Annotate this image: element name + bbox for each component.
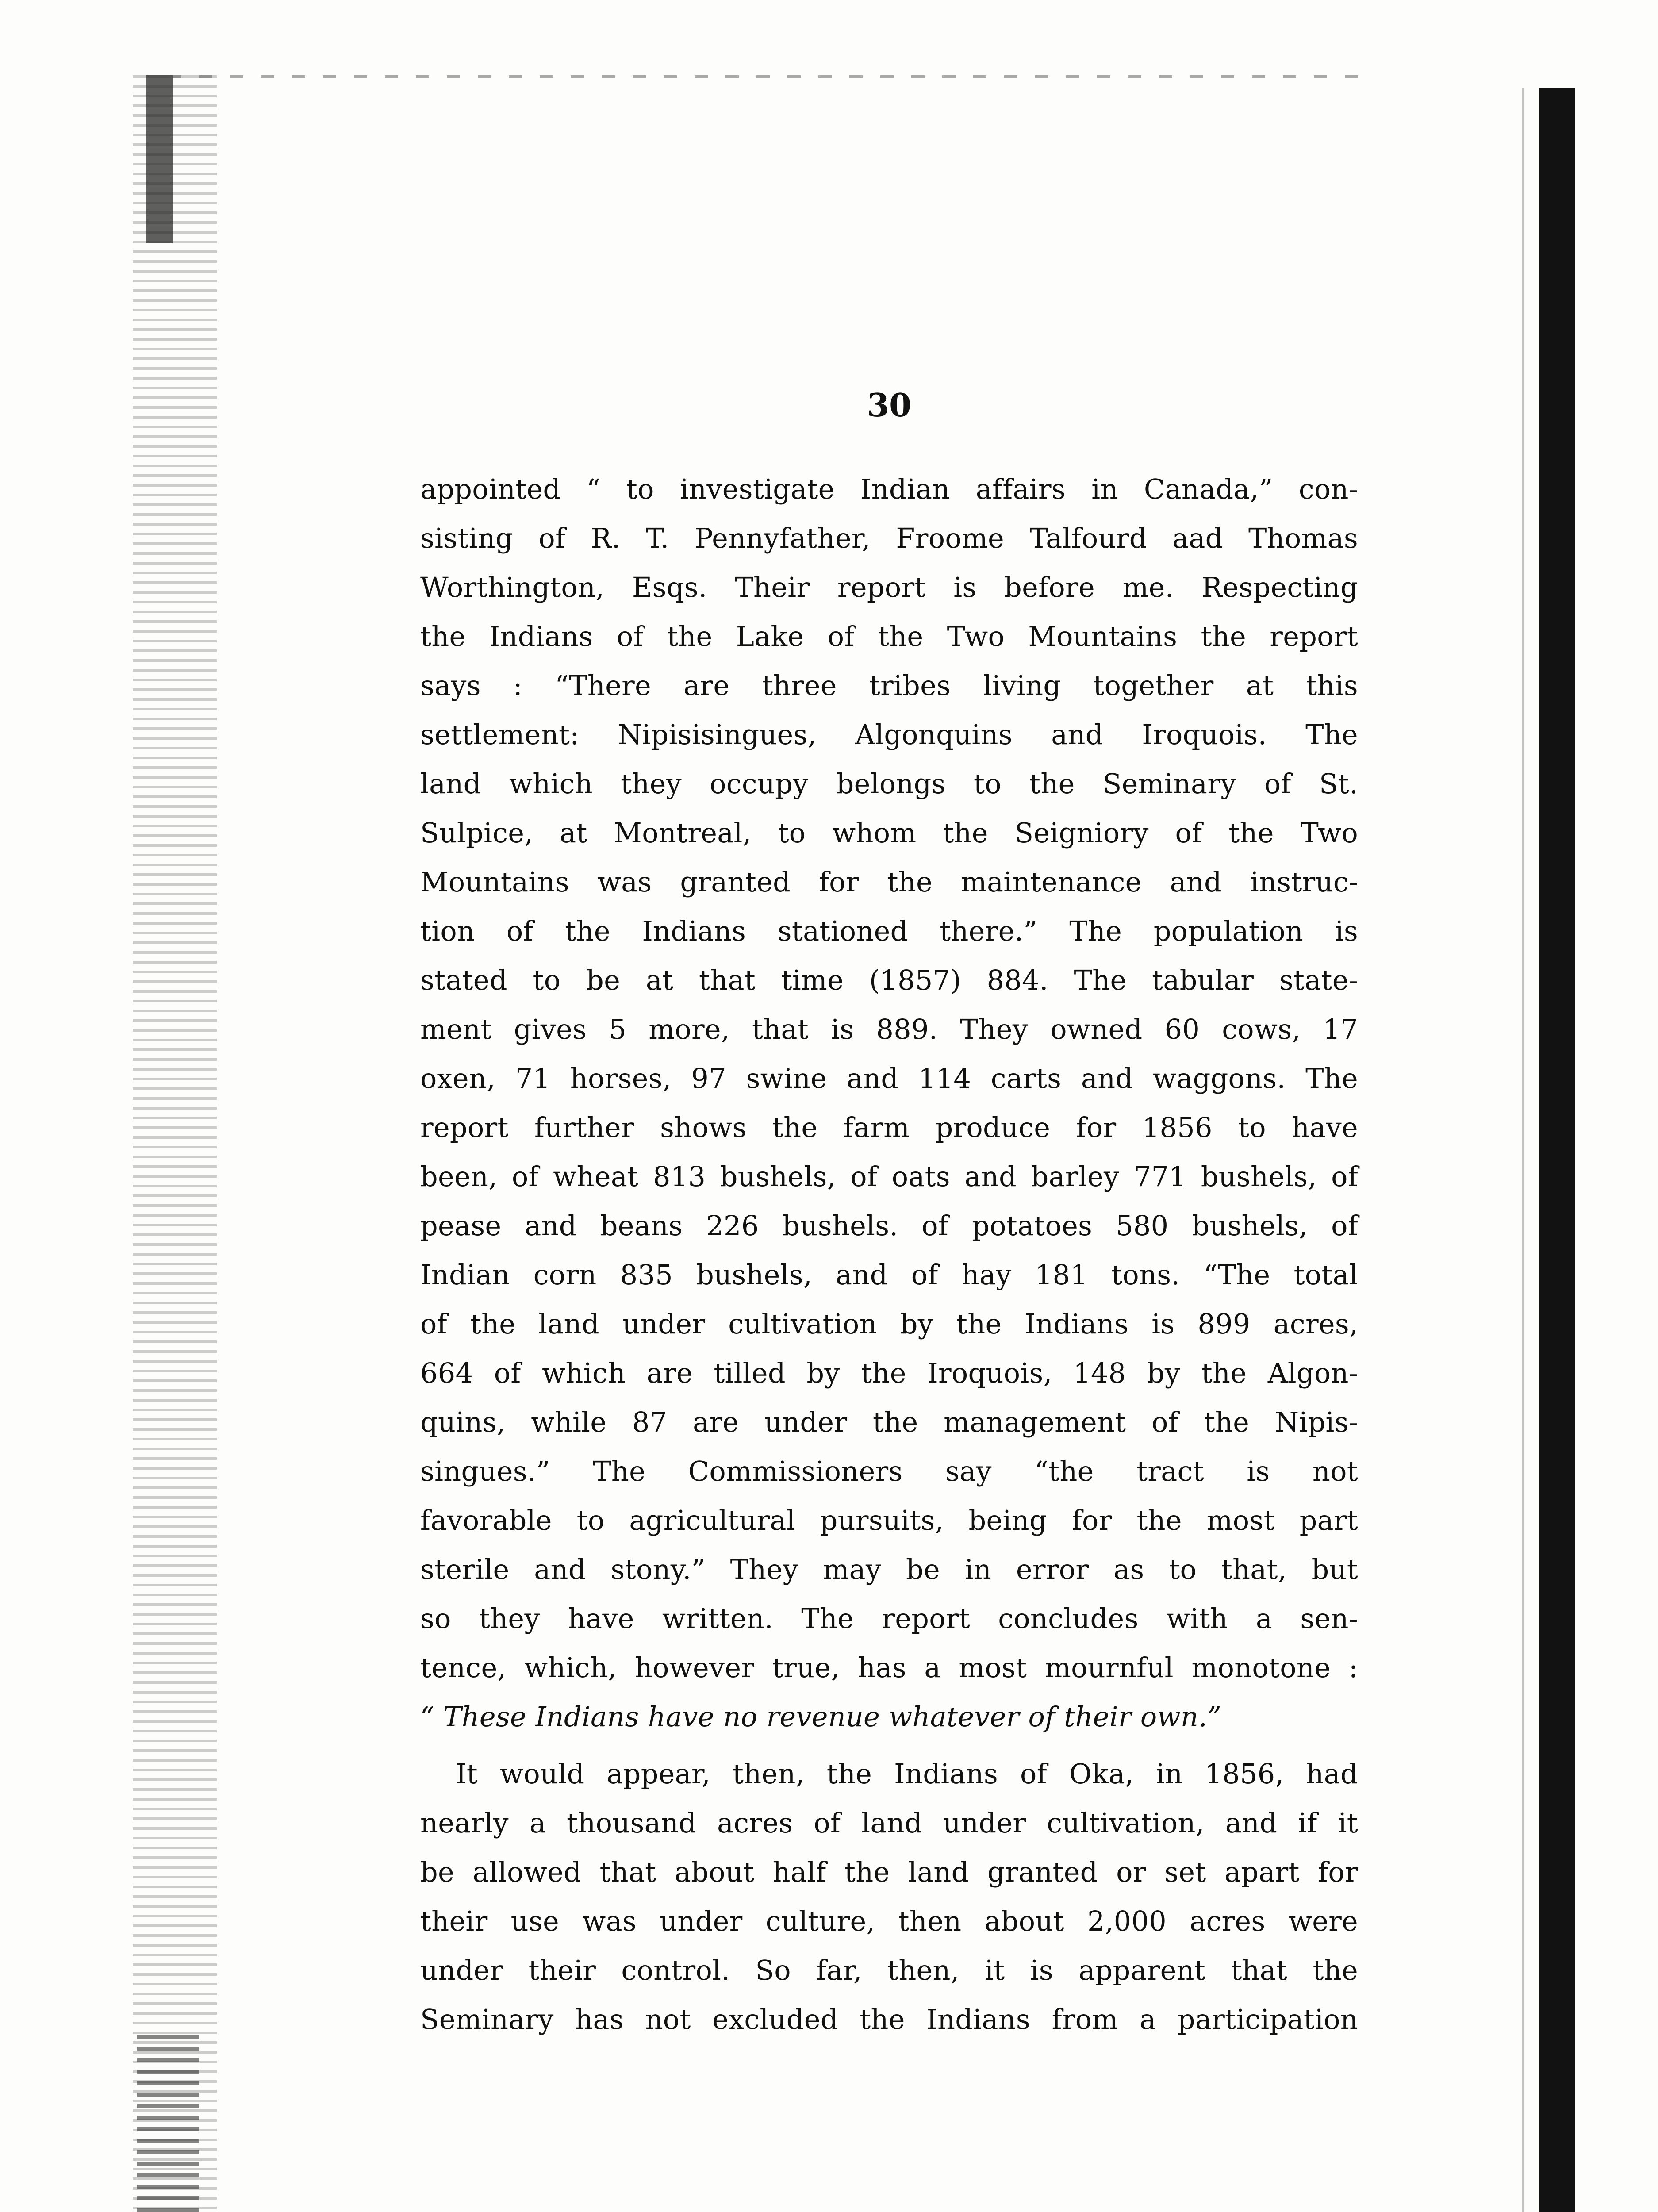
text-line: quins, while 87 are under the management of the Nipis-	[420, 1406, 1358, 1438]
text-line: be allowed that about half the land granted or set apart for	[420, 1856, 1358, 1888]
text-line: Seminary has not excluded the Indians from a participation	[420, 2003, 1358, 2035]
paragraph-2	[420, 1749, 1358, 2044]
text-line: of the land under cultivation by the Indians is 899 acres,	[420, 1308, 1358, 1340]
text-line: tion of the Indians stationed there.” The population is	[420, 915, 1358, 947]
text-line: under their control. So far, then, it is apparent that the	[420, 1954, 1358, 1986]
text-line: appointed “ to investigate Indian affairs in Canada,” con-	[420, 473, 1358, 505]
left-binding-mark	[146, 75, 173, 243]
text-line: sisting of R. T. Pennyfather, Froome Talfourd aad Thomas	[420, 522, 1358, 554]
text-line: Worthington, Esqs. Their report is before me. Respecting	[420, 571, 1358, 603]
text-line: Sulpice, at Montreal, to whom the Seigniory of the Two	[420, 817, 1358, 849]
text-line: favorable to agricultural pursuits, being for the most part	[420, 1504, 1358, 1536]
text-line: the Indians of the Lake of the Two Mountains the report	[420, 620, 1358, 653]
text-line: ment gives 5 more, that is 889. They owned 60 cows, 17	[420, 1013, 1358, 1045]
body-text	[420, 465, 1358, 2044]
text-line: settlement: Nipisisingues, Algonquins and Iroquois. The	[420, 718, 1358, 751]
text-line: stated to be at that time (1857) 884. The tabular state-	[420, 964, 1358, 996]
text-line: singues.” The Commissioners say “the tract is not	[420, 1455, 1358, 1487]
top-page-edge	[168, 75, 1362, 78]
text-line: It would appear, then, the Indians of Oka, in 1856, had	[456, 1758, 1358, 1790]
text-line: sterile and stony.” They may be in error as to that, but	[420, 1553, 1358, 1586]
quoted-line: “ These Indians have no revenue whatever of their own.”	[420, 1701, 1222, 1733]
text-line: nearly a thousand acres of land under cultivation, and if it	[420, 1807, 1358, 1839]
text-line: pease and beans 226 bushels. of potatoes 580 bushels, of	[420, 1210, 1358, 1242]
text-line: land which they occupy belongs to the Seminary of St.	[420, 768, 1358, 800]
paragraph-1	[420, 465, 1358, 1741]
text-line: report further shows the farm produce for 1856 to have	[420, 1111, 1358, 1144]
text-line: so they have written. The report concludes with a sen-	[420, 1602, 1358, 1635]
left-binding-shadow	[133, 75, 217, 2212]
paragraph-gap	[420, 1741, 1358, 1749]
text-line: 664 of which are tilled by the Iroquois, 148 by the Algon-	[420, 1357, 1358, 1389]
page-number: 30	[867, 386, 912, 424]
right-page-edge	[1539, 88, 1575, 2212]
text-line: Indian corn 835 bushels, and of hay 181 tons. “The total	[420, 1259, 1358, 1291]
text-line: Mountains was granted for the maintenance and instruc-	[420, 866, 1358, 898]
text-line: their use was under culture, then about 2,000 acres were	[420, 1905, 1358, 1937]
text-line: tence, which, however true, has a most mournful monotone :	[420, 1651, 1358, 1684]
text-line: been, of wheat 813 bushels, of oats and barley 771 bushels, of	[420, 1160, 1358, 1193]
right-page-edge-line	[1522, 88, 1524, 2212]
left-binding-bottom-mark	[137, 2035, 199, 2212]
text-line: oxen, 71 horses, 97 swine and 114 carts and waggons. The	[420, 1062, 1358, 1094]
text-line: says : “There are three tribes living together at this	[420, 669, 1358, 702]
